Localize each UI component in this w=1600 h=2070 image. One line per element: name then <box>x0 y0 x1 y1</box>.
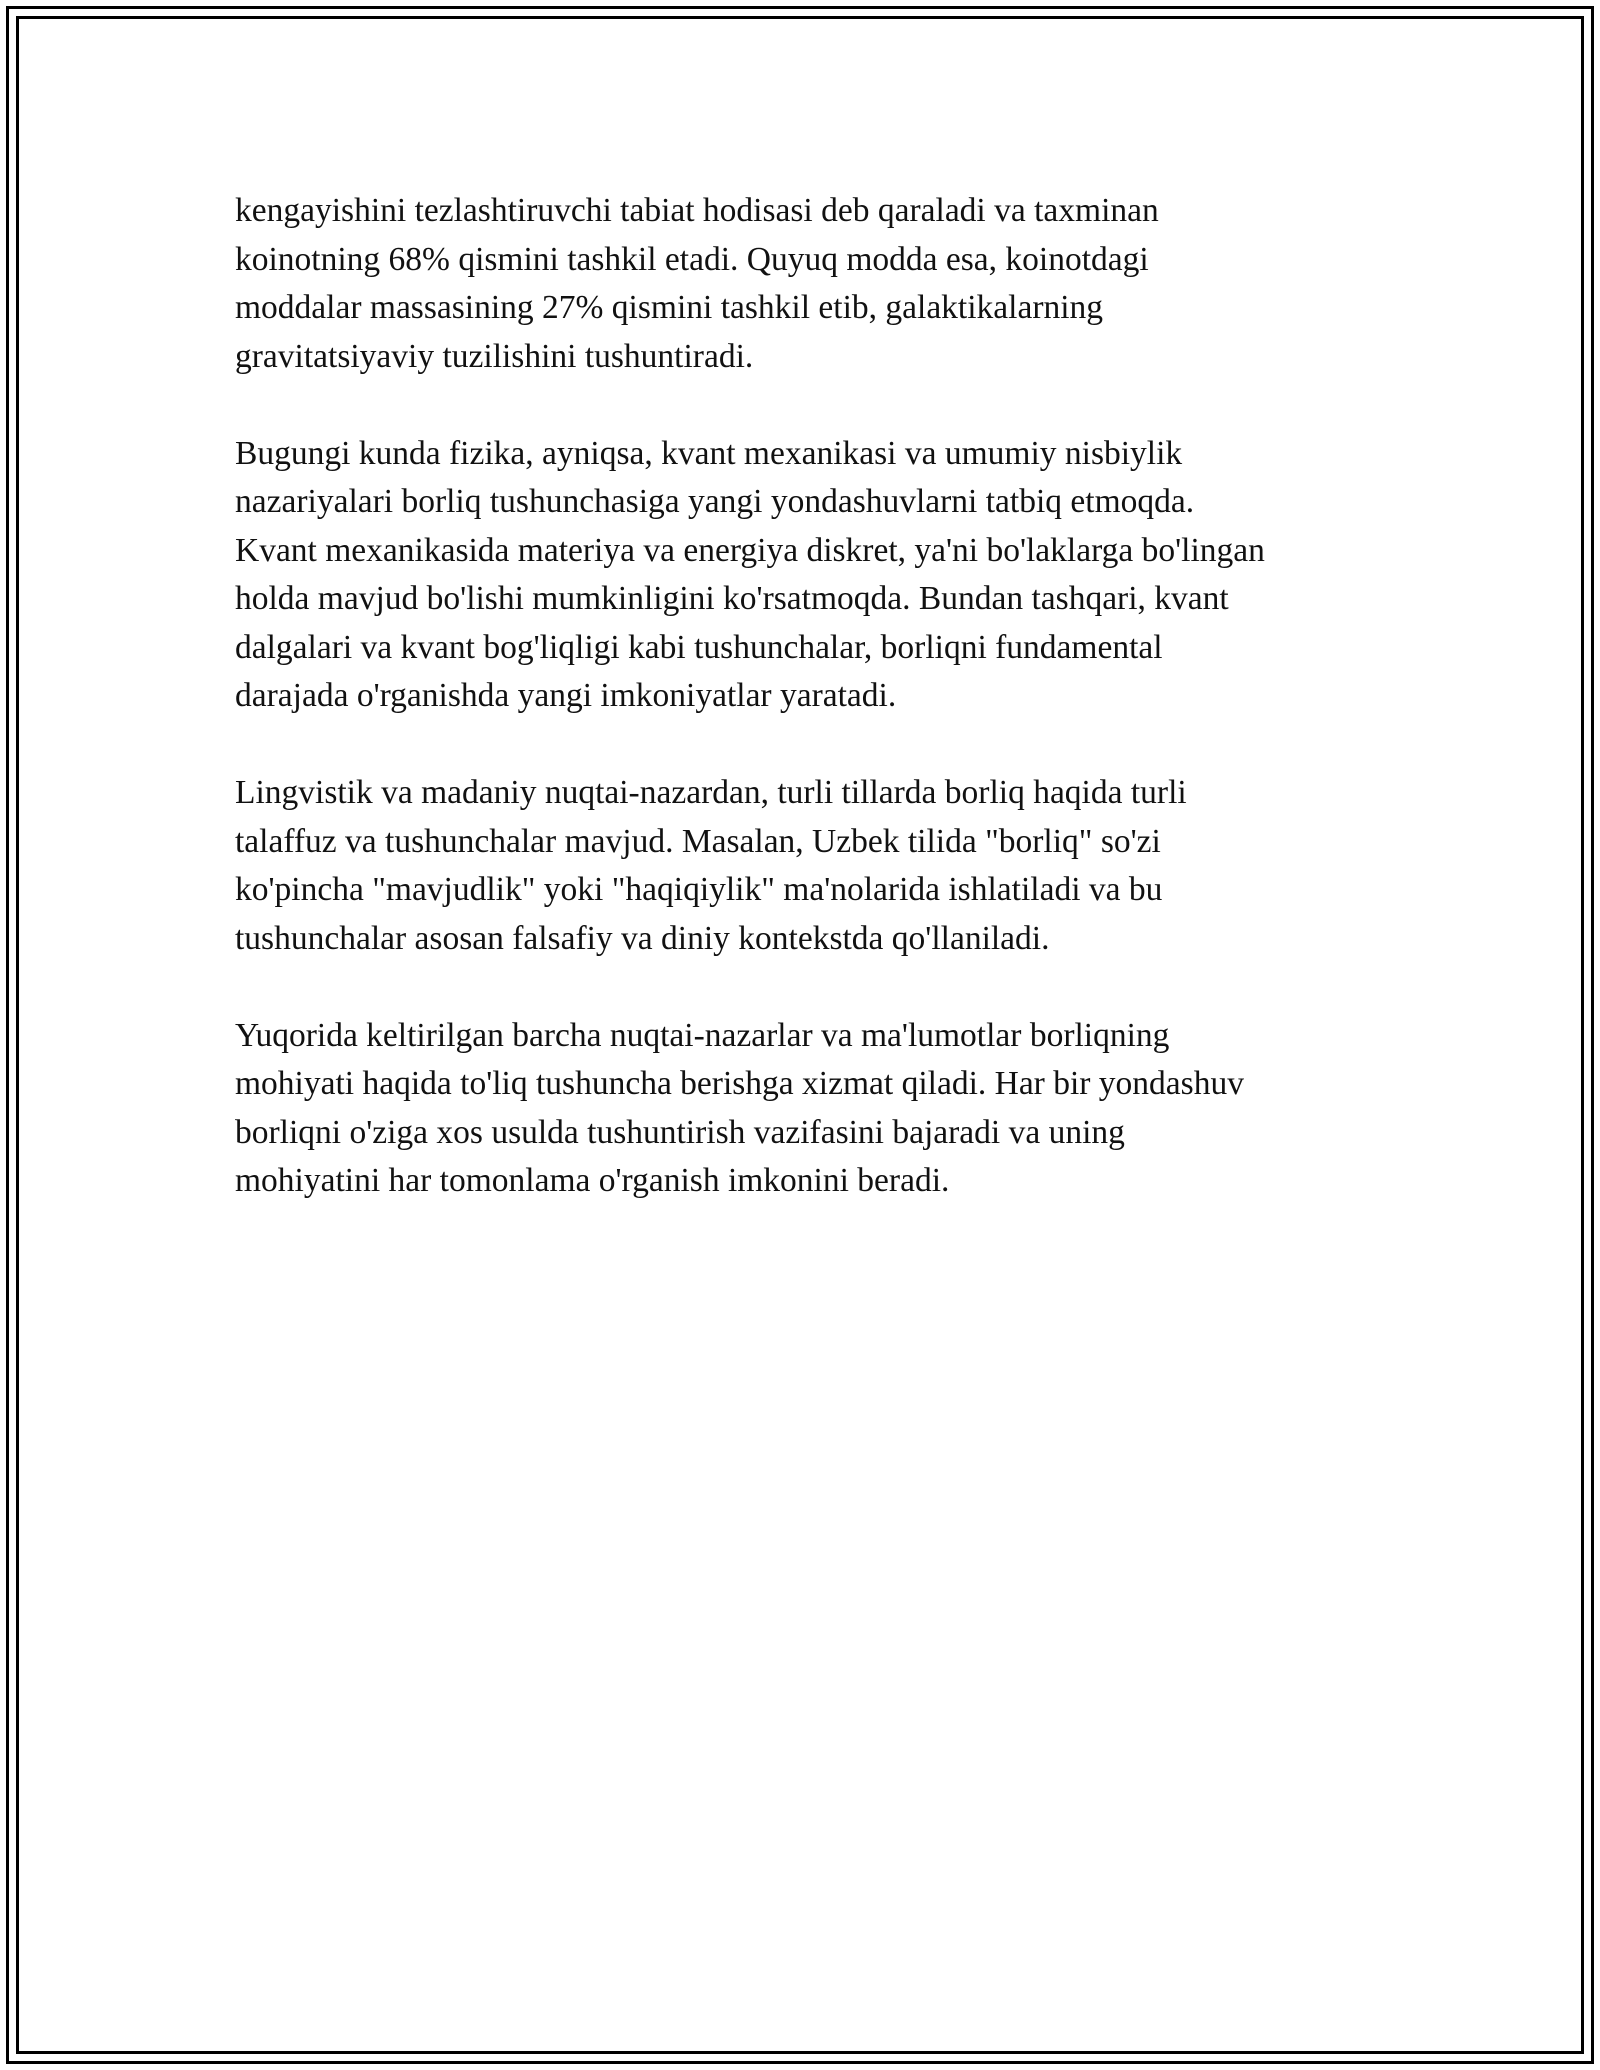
paragraph-dark-energy-matter: kengayishini tezlashtiruvchi tabiat hodisasi deb qaraladi va taxminan koinotning 68% qismini tashkil etadi. Quyuq modda esa, koinotdagi moddalar massasining 27% qismini tashkil etib, galaktikalarning gravitatsiyaviy tuzilishini tushuntiradi. <box>235 192 1159 375</box>
paragraph-conclusion: Yuqorida keltirilgan barcha nuqtai-nazarlar va ma'lumotlar borliqning mohiyati haqida to'liq tushuncha berishga xizmat qiladi. Har bir yondashuv borliqni o'ziga xos usulda tushuntirish vazifasini bajaradi va uning mohiyatini har tomonlama o'rganish imkonini beradi. <box>235 1016 1244 1199</box>
paragraph-quantum-physics: Bugungi kunda fizika, ayniqsa, kvant mexanikasi va umumiy nisbiylik nazariyalari borliq tushunchasiga yangi yondashuvlarni tatbiq etmoqda. Kvant mexanikasida materiya va energiya diskret, ya'ni bo'laklarga bo'lingan holda mavjud bo'lishi mumkinligini ko'rsatmoqda. Bundan tashqari, kvant dalgalari va kvant bog'liqligi kabi tushunchalar, borliqni fundamental darajada o'rganishda yangi imkoniyatlar yaratadi. <box>235 434 1265 714</box>
document-body <box>235 187 1395 1254</box>
paragraph-linguistic-cultural: Lingvistik va madaniy nuqtai-nazardan, turli tillarda borliq haqida turli talaffuz va tushunchalar mavjud. Masalan, Uzbek tilida "borliq" so'zi ko'pincha "mavjudlik" yoki "haqiqiylik" ma'nolarida ishlatiladi va bu tushunchalar asosan falsafiy va diniy kontekstda qo'llaniladi. <box>235 774 1187 957</box>
